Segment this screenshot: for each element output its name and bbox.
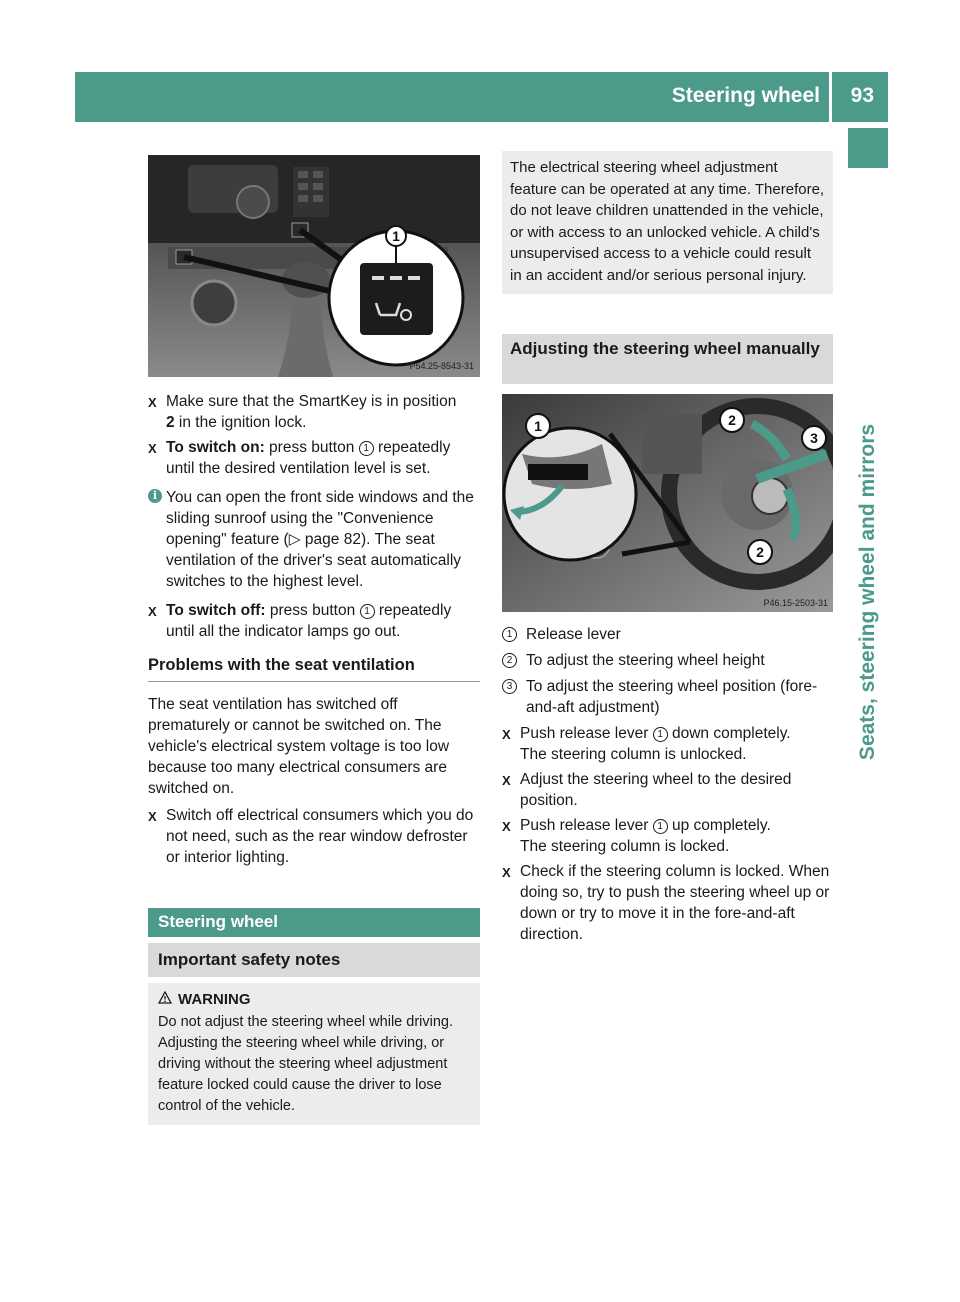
- warning-triangle-icon: [158, 991, 172, 1008]
- step-push-lever-down: X Push release lever 1 down completely. The steering column is unlocked.: [502, 725, 791, 763]
- step-marker-icon: X: [502, 773, 511, 788]
- callout-number-1: 1: [360, 604, 375, 619]
- step-check-locked: X Check if the steering column is locked. When doing so, try to push the steering wheel up or down or try to move it in the fore-and-aft direction.: [502, 863, 830, 943]
- header-separator: [829, 72, 832, 122]
- side-tab-label: Seats, steering wheel and mirrors: [856, 423, 879, 761]
- page-header: [75, 72, 888, 122]
- warning-title: WARNING: [158, 991, 472, 1008]
- step-marker-icon: X: [148, 441, 157, 456]
- safety-note-box: [502, 151, 833, 294]
- problems-heading: Problems with the seat ventilation: [148, 656, 480, 682]
- step-switch-off-consumers: X Switch off electrical consumers which you do not need, such as the rear window defroster or interior lighting.: [148, 807, 474, 866]
- warning-box: [148, 983, 480, 1125]
- photo-callout-1: 1: [392, 228, 400, 244]
- step-marker-icon: X: [502, 819, 511, 834]
- photo-code: P54.25-8543-31: [409, 361, 474, 371]
- step-smartkey: X Make sure that the SmartKey is in position 2 in the ignition lock.: [148, 393, 457, 431]
- step-marker-icon: X: [502, 865, 511, 880]
- problems-text: The seat ventilation has switched off prematurely or cannot be switched on. The vehicle's electrical system voltage is too low because too many electrical consumers are switched on.: [148, 696, 450, 797]
- subsection-heading: Important safety notes: [148, 943, 480, 977]
- photo-code: P46.15-2503-31: [763, 598, 828, 608]
- right-column: [502, 151, 833, 949]
- photo-callout-1: 1: [534, 418, 542, 434]
- warning-text: Do not adjust the steering wheel while driving. Adjusting the steering wheel while driving, or driving without the steering wheel adjustment feature locked could cause the driver to lose control of the vehicle.: [158, 1014, 453, 1114]
- callout-number-1: 1: [359, 441, 374, 456]
- photo-callout-2-top: 2: [728, 412, 736, 428]
- seat-ventilation-photo: [148, 155, 480, 377]
- step-marker-icon: X: [148, 604, 157, 619]
- step-marker-icon: X: [502, 727, 511, 742]
- info-icon: i: [148, 489, 162, 503]
- legend-item-release-lever: 1 Release lever: [502, 624, 833, 645]
- side-tab-marker: [848, 128, 888, 168]
- step-switch-off: X To switch off: press button 1 repeatedly until all the indicator lamps go out.: [148, 602, 452, 640]
- step-push-lever-up: X Push release lever 1 up completely. The steering column is locked.: [502, 817, 771, 855]
- photo-callout-2-bottom: 2: [756, 544, 764, 560]
- header-title: Steering wheel: [671, 84, 820, 107]
- safety-note-text: The electrical steering wheel adjustment feature can be operated at any time. Therefore, do not leave children unattended in the vehicle, or with access to an unlocked vehicle. A child's unsupervised access to a vehicle could result in an accident and/or serious personal injury.: [510, 159, 825, 284]
- page-ref-arrow-icon: ▷: [288, 531, 301, 548]
- step-marker-icon: X: [148, 395, 157, 410]
- step-marker-icon: X: [148, 809, 157, 824]
- adjusting-heading: Adjusting the steering wheel manually: [502, 334, 833, 384]
- section-heading: Steering wheel: [148, 908, 480, 937]
- legend-item-position: 3 To adjust the steering wheel position (fore-and-aft adjustment): [502, 676, 833, 718]
- info-note: i You can open the front side windows and the sliding sunroof using the "Convenience opening" feature (▷ page 82). The seat ventilation of the driver's seat automatically switches to the highest level.: [148, 487, 480, 592]
- page-number: 93: [850, 84, 874, 107]
- step-switch-on: X To switch on: press button 1 repeatedly until the desired ventilation level is set.: [148, 439, 451, 477]
- steering-wheel-photo: [502, 394, 833, 612]
- left-column: [148, 155, 480, 1125]
- legend-item-height: 2 To adjust the steering wheel height: [502, 650, 833, 671]
- photo-callout-3: 3: [810, 430, 818, 446]
- step-adjust-wheel: X Adjust the steering wheel to the desired position.: [502, 771, 792, 809]
